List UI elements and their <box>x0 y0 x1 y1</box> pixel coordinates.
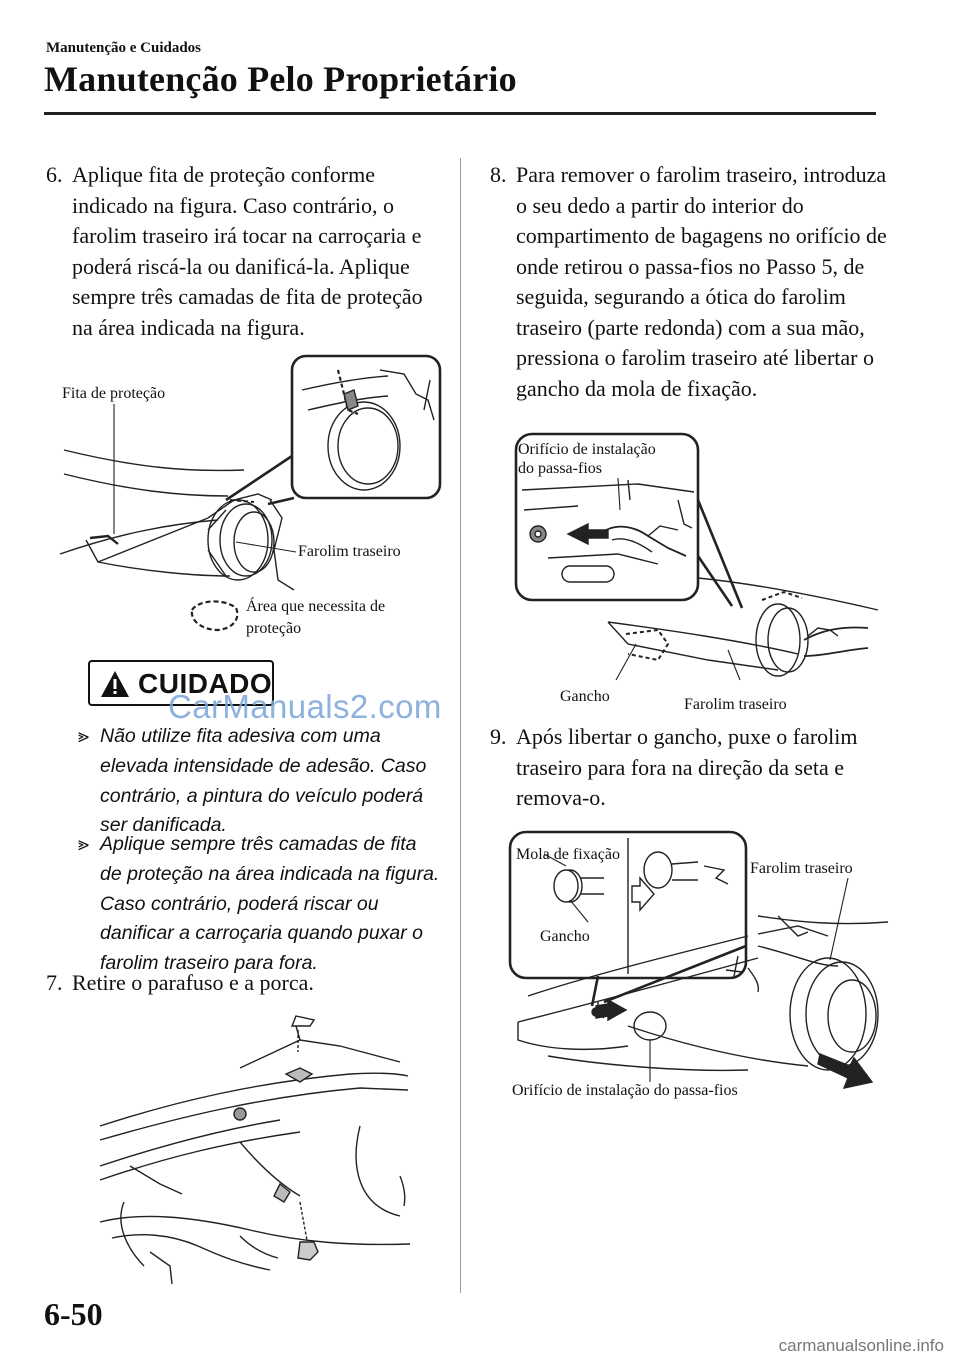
step-7 <box>46 968 438 999</box>
step-9 <box>490 722 890 814</box>
watermark: CarManuals2.com <box>168 688 442 725</box>
label-protection-area-2: proteção <box>246 620 302 637</box>
step-8 <box>490 160 890 404</box>
step-number: 8. <box>490 162 507 187</box>
header-rule <box>44 112 876 115</box>
label-protective-tape: Fita de proteção <box>62 385 166 402</box>
label-retaining-clip: Mola de fixação <box>516 846 620 863</box>
chevron-right-icon: ⪢ <box>78 833 89 855</box>
label-hook: Gancho <box>540 928 590 945</box>
step-number: 6. <box>46 162 63 187</box>
label-tail-lamp: Farolim traseiro <box>750 860 853 877</box>
label-hook: Gancho <box>560 688 610 705</box>
label-protection-area-1: Área que necessita de <box>246 598 386 615</box>
label-grommet-hole: Orifício de instalação do passa-fios <box>512 1082 738 1099</box>
caution-text: Aplique sempre três camadas de fita de proteção na área indicada na figura. Caso contrário, poderá riscar ou danificar a carroçaria quando puxar o farolim traseiro para fora. <box>100 833 440 975</box>
caution-item-2 <box>78 830 440 979</box>
step-number: 7. <box>46 970 63 995</box>
section-label: Manutenção e Cuidados <box>46 40 202 56</box>
caution-text: Não utilize fita adesiva com uma elevada intensidade de adesão. Caso contrário, a pintura do veículo poderá ser danificada. <box>100 725 427 837</box>
caution-item-1 <box>78 722 440 841</box>
label-grommet-hole-1: Orifício de instalação <box>518 441 656 458</box>
step-text: Retire o parafuso e a porca. <box>72 970 314 995</box>
page-number: 6-50 <box>44 1296 103 1332</box>
step-number: 9. <box>490 724 507 749</box>
page-title: Manutenção Pelo Proprietário <box>44 59 517 99</box>
step-text: Aplique fita de proteção conforme indicado na figura. Caso contrário, o farolim traseiro irá tocar na carroçaria e poderá riscá-la ou danificá-la. Aplique sempre três camadas de fita de proteção na área indicada na figura. <box>72 162 423 340</box>
step-6 <box>46 160 438 343</box>
step-text: Para remover o farolim traseiro, introduza o seu dedo a partir do interior do compartimento de bagagens no orifício de onde retirou o passa-fios no Passo 5, de seguida, segurando a ótica do farolim traseiro (parte redonda) com a sua mão, pressiona o farolim traseiro até libertar o gancho da mola de fixação. <box>516 162 887 401</box>
label-grommet-hole-2: do passa-fios <box>518 460 602 477</box>
step-text: Após libertar o gancho, puxe o farolim traseiro para fora na direção da seta e remova-o. <box>516 724 858 810</box>
figure-bolt-and-nut <box>100 1016 410 1284</box>
column-divider <box>460 158 461 1293</box>
footer-site: carmanualsonline.info <box>778 1336 944 1355</box>
caution-label: CUIDADO <box>138 668 273 699</box>
label-tail-lamp: Farolim traseiro <box>684 696 787 713</box>
warning-icon <box>100 670 130 698</box>
chevron-right-icon: ⪢ <box>78 725 89 747</box>
label-tail-lamp: Farolim traseiro <box>298 543 401 560</box>
